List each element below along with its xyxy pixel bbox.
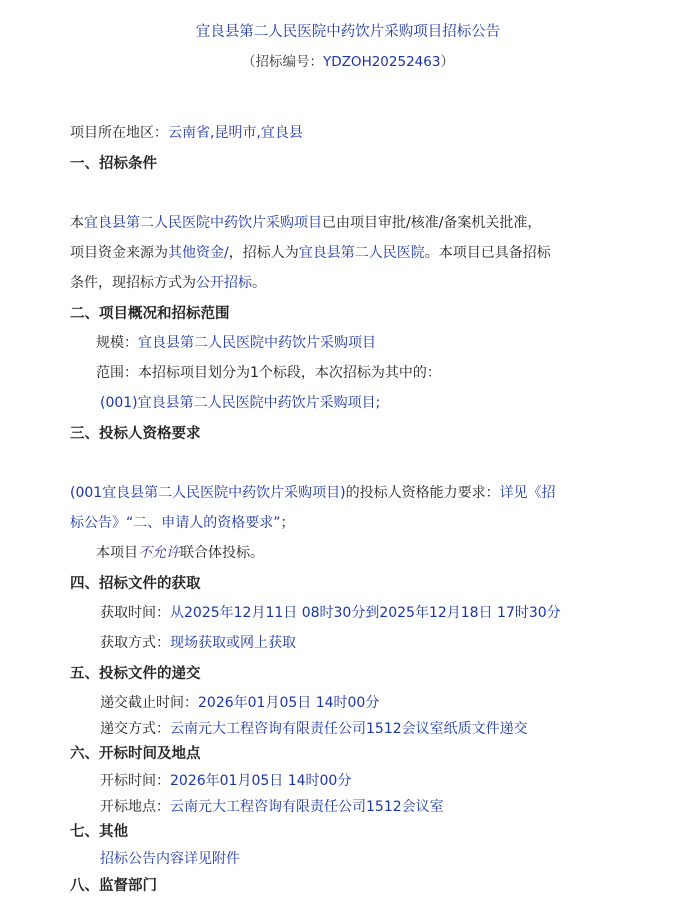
region-value: 云南省,昆明市,宜良县 — [168, 125, 303, 141]
qualification-ref-a: 详见《招 — [499, 485, 556, 501]
open-place-value: 云南元大工程咨询有限责任公司1512会议室 — [170, 799, 444, 815]
qualification-end: ； — [280, 515, 295, 531]
get-method-line — [100, 632, 296, 652]
notice-subtitle — [0, 50, 696, 70]
qualification-lot: (001宜良县第二人民医院中药饮片采购项目) — [70, 485, 346, 501]
s1-p2-a: 项目资金来源为 — [70, 245, 168, 261]
s1-p1-a: 本 — [70, 215, 84, 231]
s1-project-name: 宜良县第二人民医院中药饮片采购项目 — [84, 215, 322, 231]
get-method-label: 获取方式： — [100, 635, 170, 651]
qualification-ref-b: 标公告》“二、申请人的资格要求” — [70, 515, 281, 531]
section-8-heading: 八、监督部门 — [70, 878, 157, 894]
joint-not-allowed: 不允许 — [138, 545, 180, 561]
lot-item: (001)宜良县第二人民医院中药饮片采购项目; — [100, 395, 381, 411]
attachment-note: 招标公告内容详见附件 — [100, 851, 240, 867]
s1-fund-source: 其他资金/ — [168, 245, 229, 261]
get-method-value: 现场获取或网上获取 — [170, 635, 296, 651]
joint-a: 本项目 — [96, 545, 138, 561]
s1-tender-method: 公开招标 — [196, 275, 252, 291]
s1-paragraph-line-2 — [70, 242, 551, 262]
submit-method-value: 云南元大工程咨询有限责任公司1512会议室纸质文件递交 — [170, 721, 528, 737]
deadline-label: 递交截止时间： — [100, 695, 198, 711]
s1-p1-c: 已由项目审批/核准/备案机关批准， — [322, 215, 542, 231]
get-time-line — [100, 602, 561, 622]
subtitle-suffix: ） — [440, 54, 454, 70]
open-time-value: 2026年01月05日 14时00分 — [170, 773, 352, 789]
section-1-heading: 一、招标条件 — [70, 156, 157, 172]
s1-paragraph-line-1 — [70, 212, 541, 232]
submit-method-label: 递交方式： — [100, 721, 170, 737]
qualification-text: 的投标人资格能力要求： — [345, 485, 500, 501]
deadline-line — [100, 692, 379, 712]
s1-p3-c: 。 — [252, 275, 266, 291]
joint-c: 联合体投标。 — [180, 545, 264, 561]
section-2-heading: 二、项目概况和招标范围 — [70, 306, 230, 322]
s1-p3-a: 条件，现招标方式为 — [70, 275, 196, 291]
open-place-line — [100, 796, 444, 816]
region-line — [70, 122, 303, 142]
scale-value: 宜良县第二人民医院中药饮片采购项目 — [138, 335, 376, 351]
get-time-value: 从2025年12月11日 08时30分到2025年12月18日 17时30分 — [170, 605, 561, 621]
section-6-heading: 六、开标时间及地点 — [70, 746, 201, 762]
section-3-heading: 三、投标人资格要求 — [70, 426, 201, 442]
scale-label: 规模： — [96, 335, 138, 351]
s1-tenderer: 宜良县第二人民医院 — [298, 245, 425, 261]
qualification-line-2 — [70, 512, 295, 532]
range-line: 范围：本招标项目划分为1个标段，本次招标为其中的： — [96, 365, 441, 381]
get-time-label: 获取时间： — [100, 605, 170, 621]
tender-code: YDZOH20252463 — [323, 54, 441, 70]
section-7-heading: 七、其他 — [70, 824, 128, 840]
scale-line — [96, 332, 376, 352]
qualification-line-1 — [70, 482, 556, 502]
open-place-label: 开标地点： — [100, 799, 170, 815]
open-time-line — [100, 770, 351, 790]
deadline-value: 2026年01月05日 14时00分 — [198, 695, 380, 711]
subtitle-prefix: （招标编号： — [242, 54, 324, 70]
section-5-heading: 五、投标文件的递交 — [70, 666, 201, 682]
region-label: 项目所在地区： — [70, 125, 168, 141]
s1-p2-e: 。本项目已具备招标 — [424, 245, 551, 261]
s1-p2-c: ，招标人为 — [228, 245, 299, 261]
open-time-label: 开标时间： — [100, 773, 170, 789]
notice-title: 宜良县第二人民医院中药饮片采购项目招标公告 — [195, 24, 501, 40]
s1-paragraph-line-3 — [70, 272, 266, 292]
submit-method-line — [100, 718, 528, 738]
joint-bid-line — [96, 542, 264, 562]
section-4-heading: 四、招标文件的获取 — [70, 576, 201, 592]
